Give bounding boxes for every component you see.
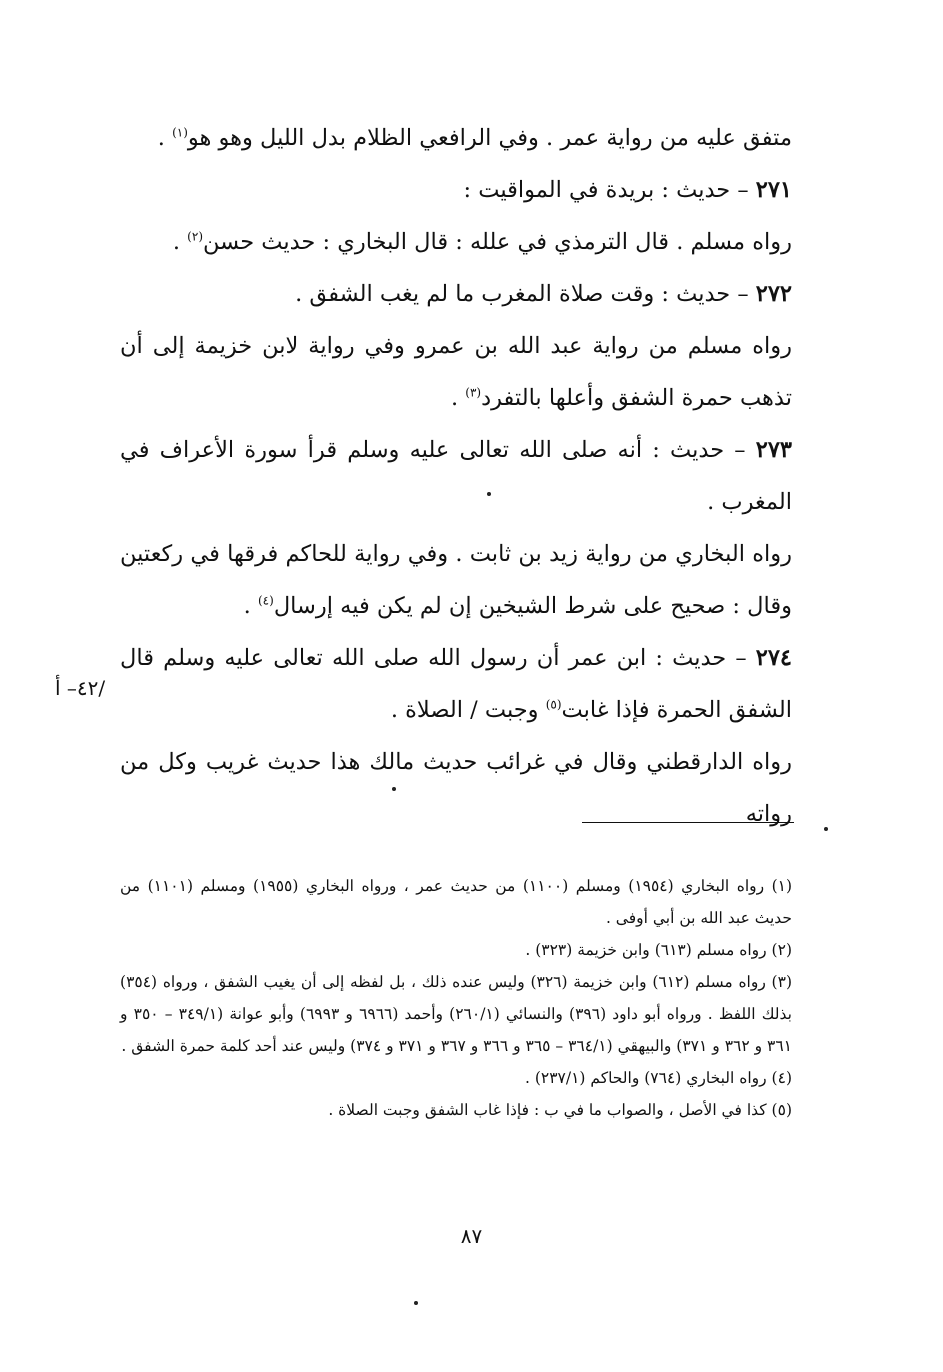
paragraph-text: رواه البخاري من رواية زيد بن ثابت . وفي رواية للحاكم فرقها في ركعتين وقال : صحيح على شرط الشيخين إن لم يكن فيه إرسال bbox=[120, 541, 792, 619]
speck-mark bbox=[824, 827, 828, 831]
paragraph-tail: . bbox=[172, 229, 188, 255]
hadith-entry bbox=[120, 268, 792, 320]
commentary-paragraph bbox=[120, 736, 792, 840]
footnote: (٤) رواه البخاري (٧٦٤) والحاكم (٢٣٧/١) . bbox=[524, 1069, 792, 1087]
footnotes bbox=[120, 870, 792, 1126]
paragraph-text: رواه مسلم من رواية عبد الله بن عمرو وفي رواية لابن خزيمة إلى أن تذهب حمرة الشفق وأعلها بالتفرد bbox=[120, 333, 792, 411]
footnote-reference: (٤) bbox=[257, 593, 274, 608]
speck-mark bbox=[487, 492, 491, 496]
footnote: (١) رواه البخاري (١٩٥٤) ومسلم (١١٠٠) من حديث عمر ، ورواه البخاري (١٩٥٥) ومسلم (١١٠١) من حديث عبد الله بن أبي أوفى . bbox=[120, 877, 793, 927]
hadith-entry bbox=[120, 424, 792, 528]
paragraph-text: – حديث : بريدة في المواقيت : bbox=[463, 177, 756, 203]
paragraph-tail: وجبت / الصلاة . bbox=[390, 697, 546, 723]
paragraph-text: رواه الدارقطني وقال في غرائب حديث مالك هذا حديث غريب وكل من رواته bbox=[120, 749, 792, 827]
footnote: (٢) رواه مسلم (٦١٣) وابن خزيمة (٣٢٣) . bbox=[525, 941, 792, 959]
commentary-paragraph bbox=[120, 320, 792, 424]
hadith-entry bbox=[120, 164, 792, 216]
paragraph-text: رواه مسلم . قال الترمذي في علله : قال البخاري : حديث حسن bbox=[203, 229, 792, 255]
hadith-entry bbox=[120, 632, 792, 736]
speck-mark bbox=[392, 787, 396, 791]
hadith-number: ٢٧٣ bbox=[755, 437, 792, 463]
footnote: (٣) رواه مسلم (٦١٢) وابن خزيمة (٣٢٦) وليس عنده ذلك ، بل لفظه إلى أن يغيب الشفق ، ورواه (٣٥٤) بذلك اللفظ . ورواه أبو داود (٣٩٦) والنسائي (٢٦٠/١) وأحمد (٦٩٦٦ و ٦٩٩٣) وأبو عوانة (٣٤٩/١ – ٣٥٠ و ٣٦١ و ٣٦٢ و ٣٧١) والبيهقي (٣٦٤/١ – ٣٦٥ و ٣٦٦ و ٣٦٧ و ٣٧١ و ٣٧٤) وليس عند أحد كلمة حمرة الشفق . bbox=[120, 973, 792, 1055]
paragraph-tail: . bbox=[450, 385, 466, 411]
footnote-reference: (١) bbox=[172, 125, 188, 140]
page-number: ٨٧ bbox=[460, 1224, 483, 1248]
commentary-paragraph bbox=[120, 112, 792, 164]
hadith-number: ٢٧٤ bbox=[755, 645, 792, 671]
footnote-reference: (٣) bbox=[465, 385, 482, 400]
speck-mark bbox=[414, 1301, 418, 1305]
paragraph-text: متفق عليه من رواية عمر . وفي الرافعي الظلام بدل الليل وهو هو bbox=[187, 125, 792, 151]
footnote-separator bbox=[582, 822, 794, 823]
commentary-paragraph bbox=[120, 528, 792, 632]
footnote-reference: (٢) bbox=[187, 229, 203, 244]
paragraph-text: – حديث : ابن عمر أن رسول الله صلى الله تعالى عليه وسلم قال الشفق الحمرة فإذا غابت bbox=[120, 645, 792, 723]
paragraph-tail: . bbox=[157, 125, 173, 151]
commentary-paragraph bbox=[120, 216, 792, 268]
footnote-reference: (٥) bbox=[545, 697, 562, 712]
footnote: (٥) كذا في الأصل ، والصواب ما في ب : فإذا غاب الشفق وجبت الصلاة . bbox=[328, 1101, 792, 1119]
manuscript-folio-marker: /٤٢– أ bbox=[55, 676, 106, 700]
hadith-number: ٢٧٢ bbox=[755, 281, 792, 307]
paragraph-tail: . bbox=[243, 593, 258, 619]
main-text bbox=[120, 112, 792, 840]
paragraph-text: – حديث : وقت صلاة المغرب ما لم يغب الشفق . bbox=[295, 281, 756, 307]
paragraph-text: – حديث : أنه صلى الله تعالى عليه وسلم قرأ سورة الأعراف في المغرب . bbox=[120, 437, 792, 515]
hadith-number: ٢٧١ bbox=[755, 177, 792, 203]
